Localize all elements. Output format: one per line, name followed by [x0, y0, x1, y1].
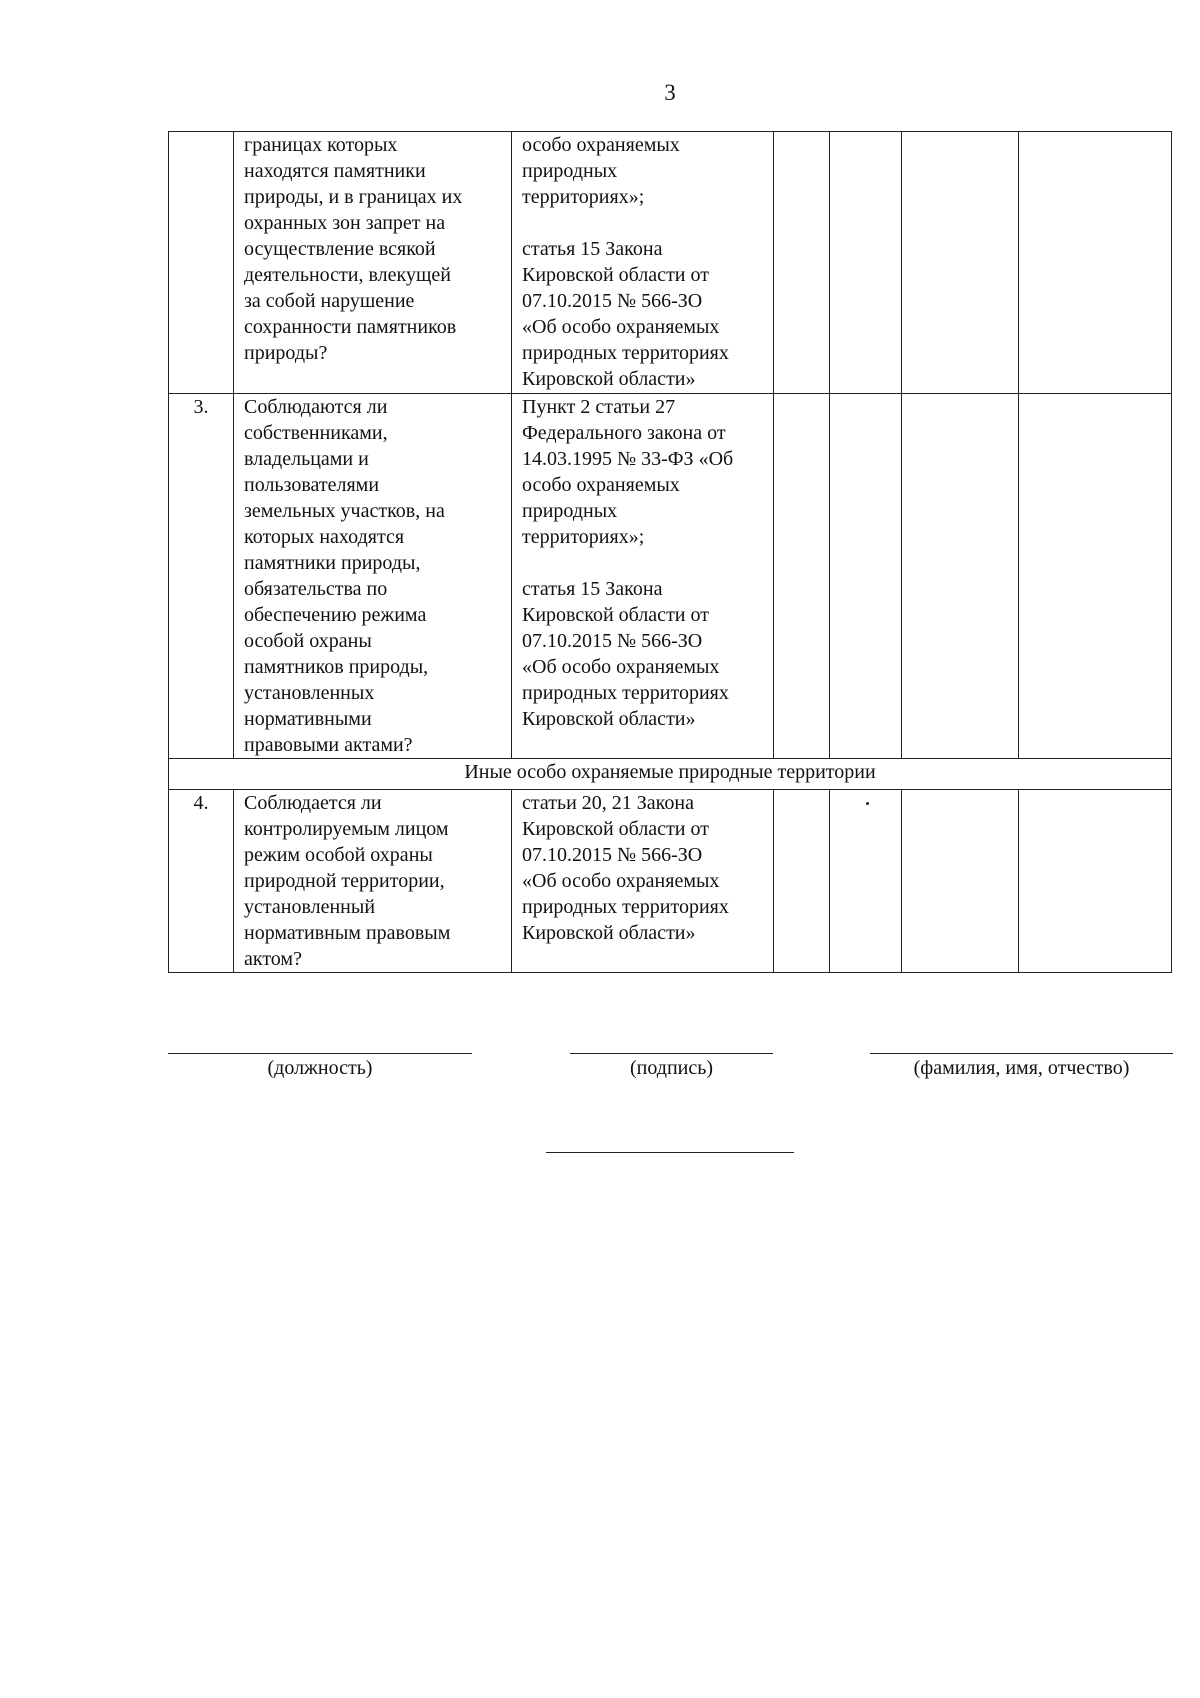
position-line [168, 1053, 472, 1054]
signature-line [570, 1053, 773, 1054]
page-number: 3 [664, 80, 676, 105]
answer-cell [1019, 394, 1172, 759]
checklist-table [168, 131, 1172, 973]
table-row [169, 790, 1172, 973]
requirement-question: границах которых находятся памятники природы, и в границах их охранных зон запрет на осуществление всякой деятельности, влекущей за собой нарушение сохранности памятников природы? [234, 132, 512, 394]
row-number: 4. [169, 790, 234, 973]
legal-reference: статьи 20, 21 Закона Кировской области от 07.10.2015 № 566-ЗО «Об особо охраняемых природных территориях Кировской области» [512, 790, 774, 973]
answer-cell [902, 394, 1019, 759]
answer-cell [774, 132, 830, 394]
row-number: 3. [169, 394, 234, 759]
position-label: (должность) [267, 1057, 373, 1079]
scan-dot [866, 802, 869, 805]
requirement-question: Соблюдаются ли собственниками, владельцами и пользователями земельных участков, на которых находятся памятники природы, обязательства по обеспечению режима особой охраны памятников природы, установленных нормативными правовыми актами? [234, 394, 512, 759]
name-line [870, 1053, 1173, 1054]
answer-cell [830, 790, 902, 973]
answer-cell [830, 394, 902, 759]
table-row [169, 132, 1172, 394]
answer-cell [902, 132, 1019, 394]
answer-cell [1019, 132, 1172, 394]
closing-line [546, 1152, 794, 1153]
section-heading-row [169, 759, 1172, 790]
answer-cell [774, 394, 830, 759]
answer-cell [1019, 790, 1172, 973]
answer-cell [774, 790, 830, 973]
name-label: (фамилия, имя, отчество) [913, 1057, 1130, 1079]
legal-reference: особо охраняемых природных территориях»; статья 15 Закона Кировской области от 07.10.2015 № 566-ЗО «Об особо охраняемых природных территориях Кировской области» [512, 132, 774, 394]
answer-cell [902, 790, 1019, 973]
requirement-question: Соблюдается ли контролируемым лицом режим особой охраны природной территории, установленный нормативным правовым актом? [234, 790, 512, 973]
signature-label: (подпись) [629, 1057, 714, 1079]
row-number [169, 132, 234, 394]
table-row [169, 394, 1172, 759]
answer-cell [830, 132, 902, 394]
section-heading: Иные особо охраняемые природные территории [169, 759, 1172, 790]
legal-reference: Пункт 2 статьи 27 Федерального закона от 14.03.1995 № 33-ФЗ «Об особо охраняемых природных территориях»; статья 15 Закона Кировской области от 07.10.2015 № 566-ЗО «Об особо охраняемых природных территориях Кировской области» [512, 394, 774, 759]
